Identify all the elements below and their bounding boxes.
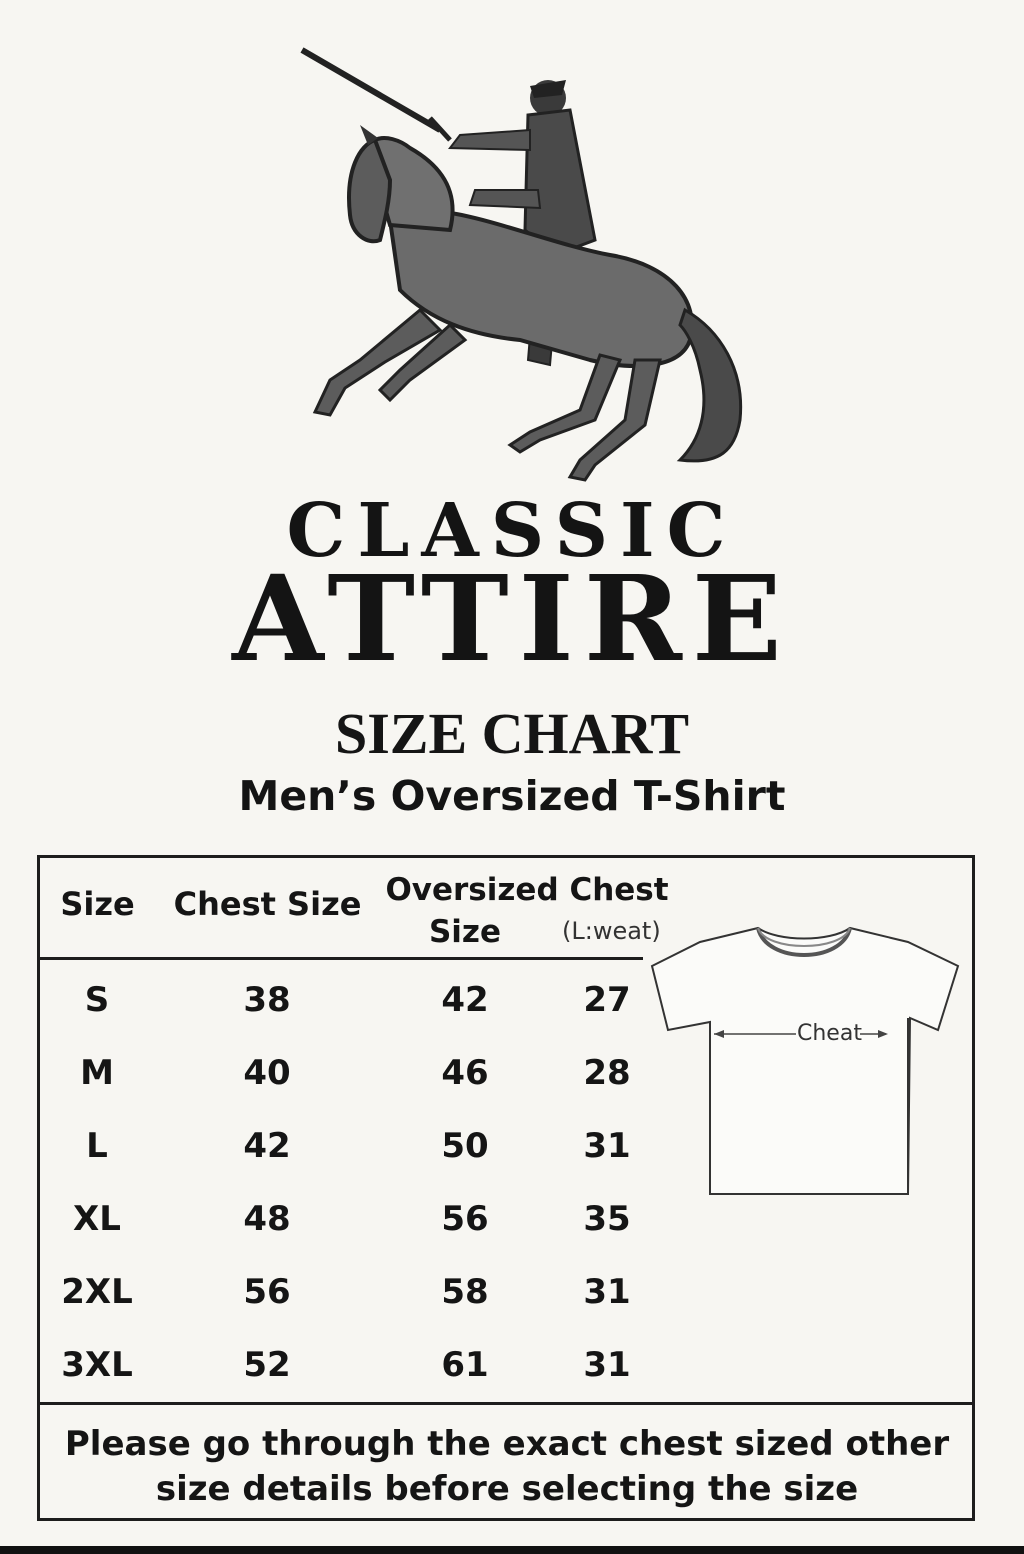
product-subtitle: Men’s Oversized T-Shirt [238, 772, 786, 820]
bottom-bar [0, 1546, 1024, 1554]
cell-oversized: 61 [441, 1345, 489, 1385]
footer-line-1: Please go through the exact chest sized other [64, 1424, 950, 1464]
header-length: (L:weat) [562, 917, 661, 945]
footer-note [60, 1422, 954, 1512]
cell-length: 31 [583, 1272, 631, 1312]
cell-size: L [86, 1126, 108, 1166]
knight-on-horse-icon [290, 40, 760, 490]
header-size: Size [60, 885, 135, 923]
footer-divider [37, 1402, 975, 1405]
cell-size: S [84, 980, 110, 1020]
cell-oversized: 42 [441, 980, 489, 1020]
header-divider [37, 957, 643, 960]
brand-name-bottom: ATTIRE [232, 549, 792, 688]
cell-size: XL [73, 1199, 121, 1239]
cell-chest: 42 [243, 1126, 291, 1166]
header-chest: Chest Size [173, 885, 362, 923]
header-oversized-line1: Oversized Chest [385, 872, 669, 908]
cell-size: 3XL [61, 1345, 133, 1385]
tshirt-icon [648, 922, 960, 1200]
header-oversized-line2: Size [428, 914, 502, 950]
cell-chest: 56 [243, 1272, 291, 1312]
cell-size: M [80, 1053, 114, 1093]
cell-length: 27 [583, 980, 631, 1020]
page-title: SIZE CHART [334, 701, 690, 766]
cell-chest: 38 [243, 980, 291, 1020]
cell-length: 28 [583, 1053, 631, 1093]
cell-size: 2XL [61, 1272, 133, 1312]
cell-oversized: 46 [441, 1053, 489, 1093]
cell-oversized: 56 [441, 1199, 489, 1239]
cell-length: 31 [583, 1126, 631, 1166]
cell-chest: 48 [243, 1199, 291, 1239]
chest-measure-label: Cheat [797, 1021, 862, 1046]
brand-name-top: CLASSIC [286, 488, 738, 574]
cell-oversized: 58 [441, 1272, 489, 1312]
cell-length: 31 [583, 1345, 631, 1385]
cell-chest: 40 [243, 1053, 291, 1093]
footer-line-2: size details before selecting the size [155, 1469, 859, 1509]
cell-oversized: 50 [441, 1126, 489, 1166]
cell-length: 35 [583, 1199, 631, 1239]
cell-chest: 52 [243, 1345, 291, 1385]
